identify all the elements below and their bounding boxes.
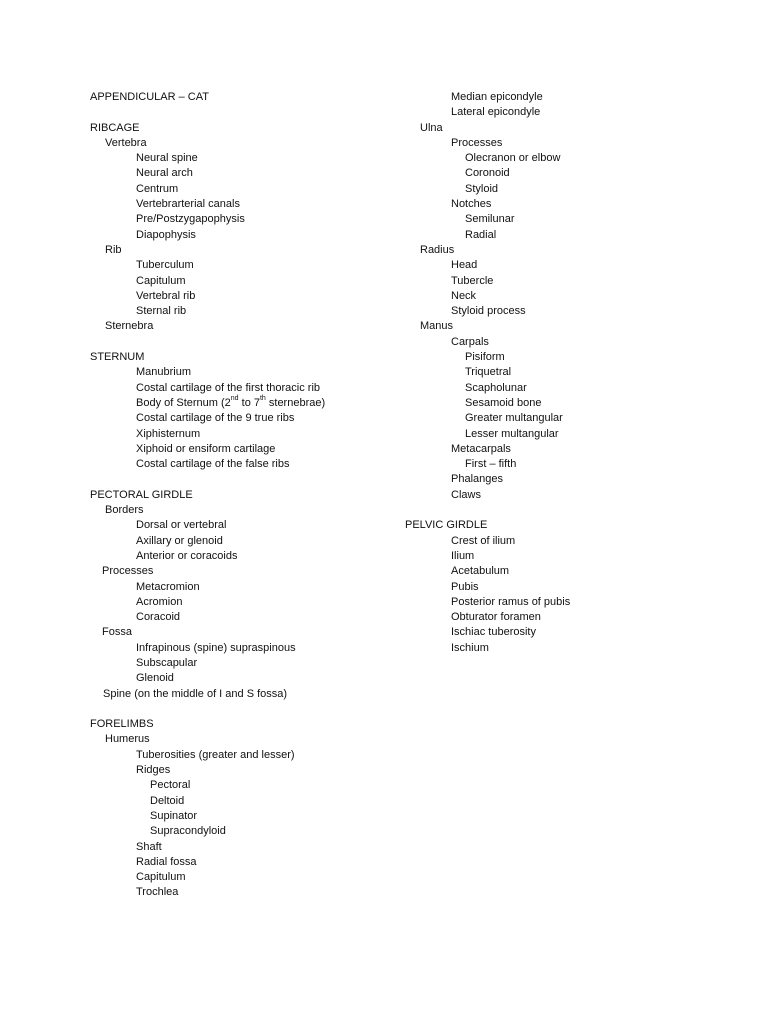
outline-item: Costal cartilage of the false ribs bbox=[136, 458, 290, 471]
outline-item: Scapholunar bbox=[465, 381, 527, 394]
superscript: nd bbox=[230, 395, 239, 403]
outline-item: Metacromion bbox=[136, 580, 200, 593]
text-fragment: Body of Sternum (2 bbox=[136, 396, 231, 409]
outline-item: Greater multangular bbox=[465, 412, 563, 425]
outline-item: Lateral epicondyle bbox=[451, 106, 541, 119]
outline-item-borders: Borders bbox=[105, 504, 144, 517]
document-title: APPENDICULAR – CAT bbox=[90, 91, 209, 103]
outline-item: Capitulum bbox=[136, 871, 186, 884]
outline-item: Olecranon or elbow bbox=[465, 152, 561, 165]
outline-item-sternebra: Sternebra bbox=[105, 320, 154, 333]
outline-item: Centrum bbox=[136, 182, 179, 195]
outline-item: Posterior ramus of pubis bbox=[451, 595, 571, 608]
outline-item: Glenoid bbox=[136, 672, 174, 685]
outline-item-processes: Processes bbox=[451, 136, 503, 149]
outline-item-processes: Processes bbox=[102, 565, 154, 578]
outline-item: Median epicondyle bbox=[451, 91, 543, 103]
text-fragment: sternebrae) bbox=[265, 396, 326, 409]
outline-item: Lesser multangular bbox=[465, 427, 559, 440]
outline-item: Acetabulum bbox=[451, 565, 510, 578]
section-heading-forelimbs: FORELIMBS bbox=[90, 718, 154, 731]
outline-item: Capitulum bbox=[136, 274, 186, 287]
outline-item-carpals: Carpals bbox=[451, 335, 489, 348]
outline-item-manus: Manus bbox=[420, 320, 454, 333]
outline-item-vertebra: Vertebra bbox=[105, 136, 147, 149]
outline-item: Triquetral bbox=[465, 366, 512, 379]
outline-item: Costal cartilage of the 9 true ribs bbox=[136, 412, 295, 425]
outline-item: Acromion bbox=[136, 595, 183, 608]
spacer bbox=[90, 472, 410, 487]
outline-item: Xiphisternum bbox=[136, 427, 201, 440]
outline-item: Tuberosities (greater and lesser) bbox=[136, 748, 295, 761]
outline-item: Radial bbox=[465, 228, 497, 241]
outline-item: Crest of ilium bbox=[451, 534, 516, 547]
outline-item: Costal cartilage of the first thoracic rib bbox=[136, 381, 321, 394]
outline-item: Ischium bbox=[451, 641, 489, 654]
outline-item: Semilunar bbox=[465, 213, 515, 226]
outline-item: Vertebral rib bbox=[136, 289, 196, 302]
spacer bbox=[90, 105, 410, 120]
section-heading-pelvic-girdle: PELVIC GIRDLE bbox=[405, 519, 488, 532]
outline-item: Subscapular bbox=[136, 656, 198, 669]
outline-item: Coronoid bbox=[465, 167, 510, 180]
outline-item: Sternal rib bbox=[136, 305, 187, 318]
outline-item-radius: Radius bbox=[420, 243, 455, 256]
outline-item: Pectoral bbox=[150, 779, 191, 792]
outline-item: Ischiac tuberosity bbox=[451, 626, 536, 639]
outline-item: Sesamoid bone bbox=[465, 396, 542, 409]
outline-item-humerus: Humerus bbox=[105, 733, 150, 746]
outline-item: Supracondyloid bbox=[150, 825, 226, 838]
outline-item: Supinator bbox=[150, 809, 198, 822]
outline-item: Pisiform bbox=[465, 351, 505, 364]
spacer bbox=[90, 702, 410, 717]
superscript: th bbox=[259, 395, 266, 403]
outline-item-phalanges: Phalanges bbox=[451, 473, 503, 486]
outline-item: Neural arch bbox=[136, 167, 193, 180]
outline-item: Trochlea bbox=[136, 886, 179, 899]
outline-item: Radial fossa bbox=[136, 855, 197, 868]
outline-item-fossa: Fossa bbox=[102, 626, 132, 639]
spacer bbox=[90, 335, 410, 350]
outline-item: Pre/Postzygapophysis bbox=[136, 213, 245, 226]
outline-item: Vertebrarterial canals bbox=[136, 198, 240, 211]
outline-item: Coracoid bbox=[136, 611, 181, 624]
outline-item: Styloid process bbox=[451, 305, 526, 318]
section-heading-ribcage: RIBCAGE bbox=[90, 121, 140, 134]
outline-item-spine: Spine (on the middle of I and S fossa) bbox=[103, 687, 288, 700]
text-fragment: to 7 bbox=[238, 396, 260, 409]
outline-item: Shaft bbox=[136, 840, 162, 853]
section-heading-pectoral-girdle: PECTORAL GIRDLE bbox=[90, 488, 193, 501]
outline-item: Head bbox=[451, 259, 478, 272]
right-column bbox=[405, 90, 735, 656]
outline-item-body-of-sternum bbox=[90, 396, 410, 411]
outline-item: Anterior or coracoids bbox=[136, 549, 238, 562]
outline-item: Styloid bbox=[465, 182, 499, 195]
outline-item: Neural spine bbox=[136, 152, 198, 165]
outline-item: First – fifth bbox=[465, 458, 517, 471]
outline-item: Pubis bbox=[451, 580, 479, 593]
spacer bbox=[405, 503, 735, 518]
outline-item: Xiphoid or ensiform cartilage bbox=[136, 442, 276, 455]
outline-item: Tuberculum bbox=[136, 259, 194, 272]
outline-item: Manubrium bbox=[136, 366, 192, 379]
outline-item: Axillary or glenoid bbox=[136, 534, 223, 547]
outline-item-metacarpals: Metacarpals bbox=[451, 442, 511, 455]
outline-item: Tubercle bbox=[451, 274, 494, 287]
outline-item: Neck bbox=[451, 289, 477, 302]
outline-item: Obturator foramen bbox=[451, 611, 541, 624]
outline-item: Deltoid bbox=[150, 794, 185, 807]
outline-item-ridges: Ridges bbox=[136, 764, 171, 777]
outline-item-notches: Notches bbox=[451, 198, 492, 211]
outline-item: Ilium bbox=[451, 549, 475, 562]
outline-item: Dorsal or vertebral bbox=[136, 519, 227, 532]
outline-item-claws: Claws bbox=[451, 488, 481, 501]
left-column bbox=[90, 90, 410, 901]
outline-item-rib: Rib bbox=[105, 243, 122, 256]
section-heading-sternum: STERNUM bbox=[90, 351, 145, 364]
outline-item: Diapophysis bbox=[136, 228, 196, 241]
outline-item: Infrapinous (spine) supraspinous bbox=[136, 641, 296, 654]
outline-item-ulna: Ulna bbox=[420, 121, 443, 134]
